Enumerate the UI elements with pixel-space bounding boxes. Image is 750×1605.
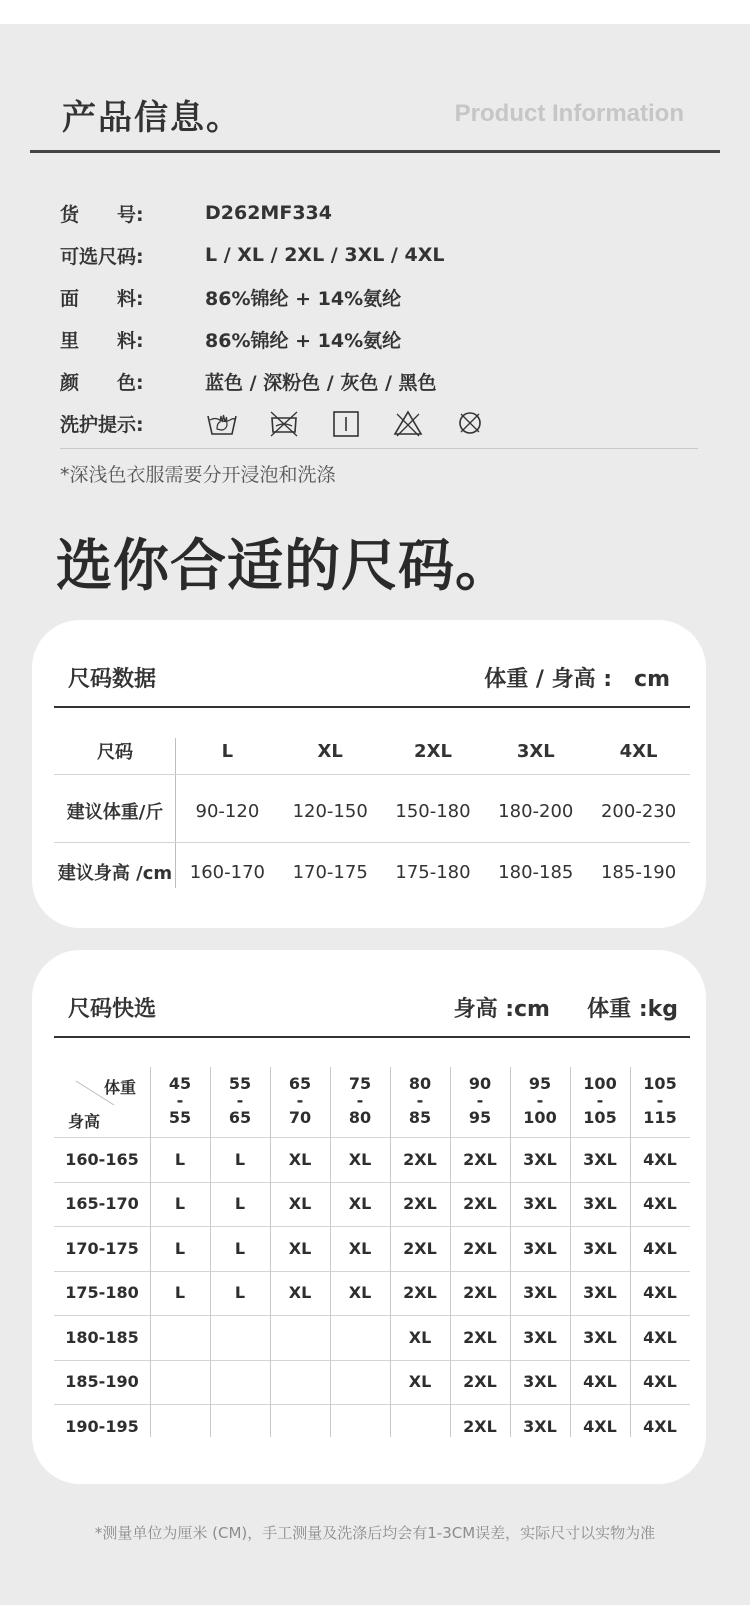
- height-cell: 170-175: [292, 861, 368, 883]
- size-cell: XL: [288, 1238, 312, 1258]
- hand-wash-icon: [205, 408, 239, 438]
- size-col: XL: [317, 740, 343, 762]
- weight-range-header: [630, 1067, 690, 1137]
- care-icons: [205, 408, 487, 438]
- size-cell: 4XL: [643, 1327, 677, 1347]
- info-row-sizes: [60, 240, 444, 270]
- size-cell: XL: [348, 1194, 372, 1214]
- size-cell: 4XL: [643, 1149, 677, 1169]
- size-cell: 2XL: [463, 1327, 497, 1347]
- quick-select-card: [32, 950, 706, 1484]
- size-cell: 4XL: [643, 1238, 677, 1258]
- quick-select-title: 尺码快选: [68, 997, 157, 1022]
- info-row-lining: [60, 324, 401, 354]
- no-dry-clean-icon: [453, 408, 487, 438]
- height-range-label: 190-195: [65, 1416, 139, 1436]
- weight-range-dash: -: [596, 1091, 604, 1110]
- row-divider: [54, 774, 690, 775]
- no-bleach-icon: [391, 408, 425, 438]
- height-range-label: 175-180: [65, 1283, 139, 1303]
- size-cell: 2XL: [403, 1283, 437, 1303]
- weight-cell: 200-230: [600, 800, 677, 822]
- size-cell: L: [234, 1238, 246, 1258]
- column-divider: [630, 1067, 631, 1437]
- quick-select-rule: [54, 1036, 690, 1038]
- weight-range-header: [450, 1067, 510, 1137]
- height-cell: 160-170: [189, 861, 265, 883]
- size-cell: 4XL: [583, 1372, 617, 1392]
- size-cell: XL: [408, 1372, 432, 1392]
- weight-range-top: 55: [228, 1074, 252, 1093]
- size-cell: 2XL: [403, 1194, 437, 1214]
- weight-range-dash: -: [356, 1091, 364, 1110]
- size-cell: 3XL: [583, 1149, 617, 1169]
- weight-range-header: [270, 1067, 330, 1137]
- weight-range-header: [330, 1067, 390, 1137]
- info-label: 洗护提示:: [60, 413, 144, 436]
- corner-height-label: 身高: [68, 1112, 101, 1131]
- weight-range-top: 80: [408, 1074, 432, 1093]
- height-cell: 180-185: [498, 861, 574, 883]
- size-cell: 3XL: [583, 1238, 617, 1258]
- info-row-fabric: [60, 282, 401, 312]
- weight-unit-label: 体重 :kg: [587, 997, 678, 1022]
- size-cell: L: [234, 1283, 246, 1303]
- size-cell: 2XL: [463, 1372, 497, 1392]
- weight-range-top: 100: [583, 1074, 617, 1093]
- weight-range-dash: -: [536, 1091, 544, 1110]
- info-row-care: [60, 408, 487, 438]
- weight-range-top: 105: [643, 1074, 677, 1093]
- height-cell: 175-180: [395, 861, 471, 883]
- size-cell: XL: [348, 1283, 372, 1303]
- info-value: 蓝色 / 深粉色 / 灰色 / 黑色: [205, 371, 437, 394]
- column-divider: [450, 1067, 451, 1437]
- size-header-label: 尺码: [97, 742, 133, 763]
- column-divider: [330, 1067, 331, 1437]
- info-label: 货 号:: [60, 203, 144, 226]
- section-title: 产品信息。: [62, 98, 242, 138]
- weight-row: [54, 796, 690, 826]
- weight-range-header: [510, 1067, 570, 1137]
- column-divider: [570, 1067, 571, 1437]
- weight-range-bottom: 80: [348, 1108, 372, 1127]
- size-cell: L: [174, 1238, 186, 1258]
- size-cell: 3XL: [523, 1149, 557, 1169]
- info-row-item-no: [60, 198, 332, 228]
- size-cell: XL: [348, 1238, 372, 1258]
- weight-cell: 90-120: [195, 800, 260, 822]
- height-range-label: 160-165: [65, 1149, 139, 1169]
- size-cell: XL: [288, 1283, 312, 1303]
- size-cell: 3XL: [523, 1194, 557, 1214]
- height-range-label: 185-190: [65, 1372, 139, 1392]
- column-divider: [150, 1067, 151, 1437]
- size-cell: 3XL: [523, 1283, 557, 1303]
- title-divider: [30, 150, 720, 153]
- size-cell: 4XL: [643, 1416, 677, 1436]
- height-range-label: 170-175: [65, 1238, 139, 1258]
- quick-select-table: [54, 1067, 690, 1449]
- size-cell: 2XL: [463, 1194, 497, 1214]
- weight-range-bottom: 55: [168, 1108, 192, 1127]
- column-divider: [210, 1067, 211, 1437]
- height-range-label: 180-185: [65, 1327, 139, 1347]
- size-cell: XL: [348, 1149, 372, 1169]
- weight-range-dash: -: [296, 1091, 304, 1110]
- weight-range-dash: -: [476, 1091, 484, 1110]
- size-cell: L: [174, 1149, 186, 1169]
- size-cell: L: [174, 1194, 186, 1214]
- info-label: 颜 色:: [60, 371, 144, 394]
- care-note: *深浅色衣服需要分开浸泡和洗涤: [60, 464, 336, 486]
- weight-range-bottom: 115: [643, 1108, 677, 1127]
- size-cell: 3XL: [523, 1238, 557, 1258]
- size-cell: 2XL: [463, 1283, 497, 1303]
- size-section-title: 选你合适的尺码。: [56, 534, 512, 599]
- weight-range-top: 45: [168, 1074, 192, 1093]
- weight-range-dash: -: [416, 1091, 424, 1110]
- column-divider: [510, 1067, 511, 1437]
- weight-range-top: 75: [348, 1074, 372, 1093]
- info-label: 可选尺码:: [60, 245, 144, 268]
- column-divider: [390, 1067, 391, 1437]
- weight-range-bottom: 100: [523, 1108, 557, 1127]
- size-cell: 4XL: [643, 1283, 677, 1303]
- size-cell: 4XL: [643, 1372, 677, 1392]
- size-cell: XL: [408, 1327, 432, 1347]
- info-divider: [60, 448, 698, 449]
- column-divider: [270, 1067, 271, 1437]
- size-data-title: 尺码数据: [68, 667, 157, 692]
- weight-cell: 150-180: [395, 800, 471, 822]
- height-row-label: 建议身高 /cm: [57, 863, 173, 884]
- weight-range-header: [570, 1067, 630, 1137]
- info-row-colors: [60, 366, 437, 396]
- height-row: [54, 857, 690, 887]
- size-col: 3XL: [516, 740, 555, 762]
- height-cell: 185-190: [600, 861, 677, 883]
- size-cell: 3XL: [523, 1416, 557, 1436]
- weight-row-label: 建议体重/斤: [66, 802, 164, 823]
- size-cell: L: [234, 1149, 246, 1169]
- weight-cell: 120-150: [292, 800, 368, 822]
- size-cell: XL: [288, 1194, 312, 1214]
- line-dry-icon: [329, 408, 363, 438]
- size-cell: XL: [288, 1149, 312, 1169]
- size-cell: 3XL: [583, 1283, 617, 1303]
- weight-range-bottom: 95: [468, 1108, 492, 1127]
- size-cell: 2XL: [463, 1416, 497, 1436]
- info-label: 里 料:: [60, 329, 144, 352]
- info-label: 面 料:: [60, 287, 144, 310]
- info-value: D262MF334: [205, 202, 332, 224]
- weight-cell: 180-200: [498, 800, 574, 822]
- size-data-units: 体重 / 身高 : cm: [484, 667, 670, 692]
- weight-range-bottom: 65: [228, 1108, 252, 1127]
- no-tumble-dry-icon: [267, 408, 301, 438]
- size-cell: 4XL: [583, 1416, 617, 1436]
- size-cell: 2XL: [403, 1149, 437, 1169]
- top-strip: [0, 0, 750, 24]
- weight-range-bottom: 85: [408, 1108, 432, 1127]
- weight-range-bottom: 70: [288, 1108, 312, 1127]
- size-cell: L: [234, 1194, 246, 1214]
- size-cell: 3XL: [583, 1194, 617, 1214]
- weight-range-header: [150, 1067, 210, 1137]
- weight-range-dash: -: [176, 1091, 184, 1110]
- info-value: L / XL / 2XL / 3XL / 4XL: [205, 244, 445, 266]
- size-col: L: [221, 740, 234, 762]
- size-cell: 3XL: [523, 1327, 557, 1347]
- size-data-card: [32, 620, 706, 928]
- table-corner: [54, 1067, 150, 1137]
- height-range-label: 165-170: [65, 1194, 139, 1214]
- section-subtitle: Product Information: [454, 100, 684, 127]
- size-cell: 2XL: [463, 1238, 497, 1258]
- size-header-row: [54, 736, 690, 766]
- size-cell: 3XL: [523, 1372, 557, 1392]
- size-data-rule: [54, 706, 690, 708]
- weight-range-top: 90: [468, 1074, 492, 1093]
- size-col: 4XL: [619, 740, 658, 762]
- size-cell: 3XL: [583, 1327, 617, 1347]
- corner-weight-label: 体重: [103, 1078, 136, 1097]
- footnote: *测量单位为厘米 (CM)，手工测量及洗涤后均会有1-3CM误差，实际尺寸以实物为准: [94, 1524, 656, 1542]
- info-value: 86%锦纶 + 14%氨纶: [205, 287, 402, 310]
- size-cell: 2XL: [403, 1238, 437, 1258]
- weight-range-dash: -: [656, 1091, 664, 1110]
- height-unit-label: 身高 :cm: [453, 997, 550, 1022]
- info-value: 86%锦纶 + 14%氨纶: [205, 329, 402, 352]
- size-col: 2XL: [414, 740, 452, 762]
- weight-range-bottom: 105: [583, 1108, 617, 1127]
- weight-range-header: [210, 1067, 270, 1137]
- weight-range-top: 95: [528, 1074, 552, 1093]
- size-cell: 4XL: [643, 1194, 677, 1214]
- row-divider: [54, 842, 690, 843]
- weight-range-top: 65: [288, 1074, 312, 1093]
- weight-range-header: [390, 1067, 450, 1137]
- weight-range-dash: -: [236, 1091, 244, 1110]
- size-cell: 2XL: [463, 1149, 497, 1169]
- size-cell: L: [174, 1283, 186, 1303]
